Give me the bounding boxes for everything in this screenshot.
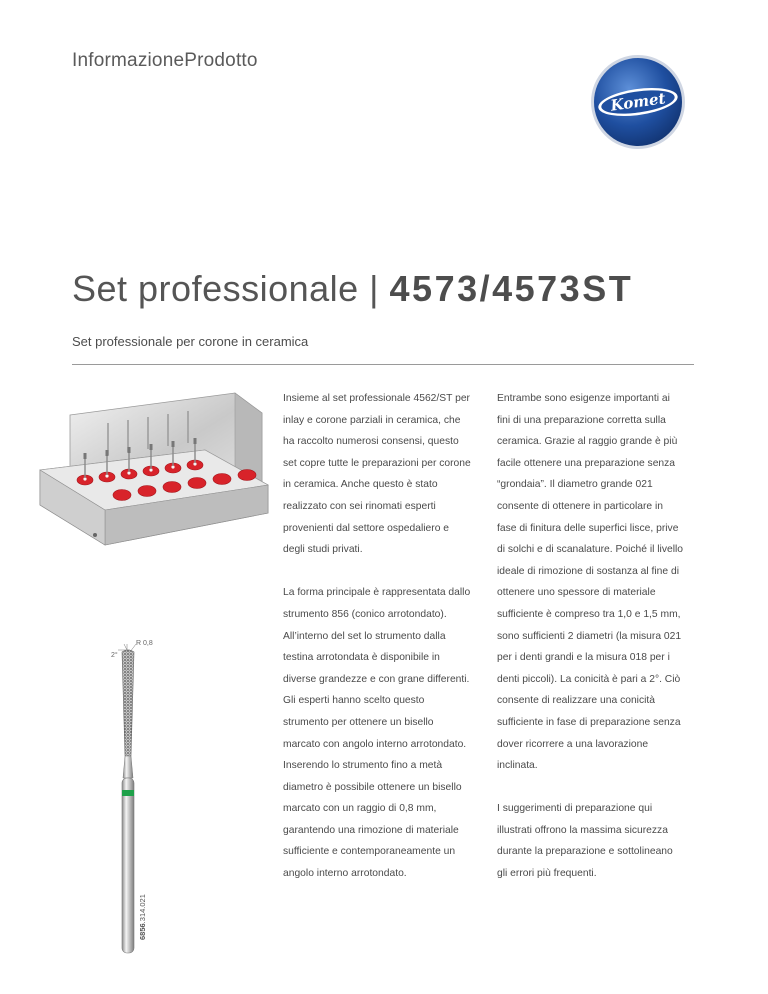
- divider: [72, 364, 694, 365]
- paragraph: Insieme al set professionale 4562/ST per inlay e corone parziali in ceramica, che ha raccolto numerosi consensi, questo set copre tutte le preparazioni per corone in ceramica. Anche questo è stato realizzato con sei rinomati esperti provenienti dal settore ospedaliero e degli studi privati.: [283, 393, 471, 556]
- paragraph: I suggerimenti di preparazione qui illustrati offrono la massima sicurezza durante la preparazione e sottolineano gli errori più frequenti.: [497, 803, 673, 880]
- paragraph: La forma principale è rappresentata dallo strumento 856 (conico arrotondato). All’interno del set lo strumento dalla testina arrotondata è disponibile in diverse grandezze e con grane differenti. Gli esperti hanno scelto questo strumento per ottenere un bisello marcato con angolo interno arrotondato. Inserendo lo strumento fino a metà diametro è possibile ottenere un bisello marcato con un raggio di 0,8 mm, garantendo una rimozione di materiale sufficiente e contemporaneamente un angolo interno arrotondato.: [283, 587, 471, 880]
- title-main: Set professionale |: [72, 268, 390, 309]
- text-column-1: [283, 388, 471, 906]
- bur-angle-label: 2°: [111, 652, 118, 659]
- header-label-part1: Informazione: [72, 50, 185, 71]
- komet-logo: [588, 52, 688, 152]
- text-column-2: [497, 388, 685, 906]
- bur-instrument-image: [100, 638, 170, 958]
- bur-code-rest: .314.021: [138, 894, 147, 924]
- bur-radius-label: R 0,8: [136, 640, 153, 647]
- page-subtitle: Set professionale per corone in ceramica: [72, 334, 309, 349]
- page-title: [72, 268, 633, 310]
- header-label: [72, 50, 258, 72]
- bur-code-bold: 6856: [138, 923, 147, 940]
- paragraph: Entrambe sono esigenze importanti ai fini di una preparazione corretta sulla ceramica. Grazie al raggio grande è più facile ottenere una preparazione senza “grondaia”. Il diametro grande 021 consente di ottenere in particolare in fase di finitura delle superfici lisce, prive di solchi e di scanalature. Poiché il livello ideale di rimozione di sostanza al fine di ottenere uno spessore di materiale sufficiente è compreso tra 1,0 e 1,5 mm, sono sufficienti 2 diametri (la misura 021 per i denti grandi e la misura 018 per i denti piccoli). La conicità è pari a 2°. Ciò consente di realizzare una conicità sufficiente in fase di preparazione senza dover ricorrere a una lavorazione inclinata.: [497, 393, 684, 772]
- bur-code: [138, 894, 147, 940]
- logo-text: Komet: [609, 89, 667, 115]
- title-number: 4573/4573ST: [389, 268, 634, 309]
- bur-kit-image: [30, 385, 280, 560]
- header-label-part2: Prodotto: [184, 50, 258, 71]
